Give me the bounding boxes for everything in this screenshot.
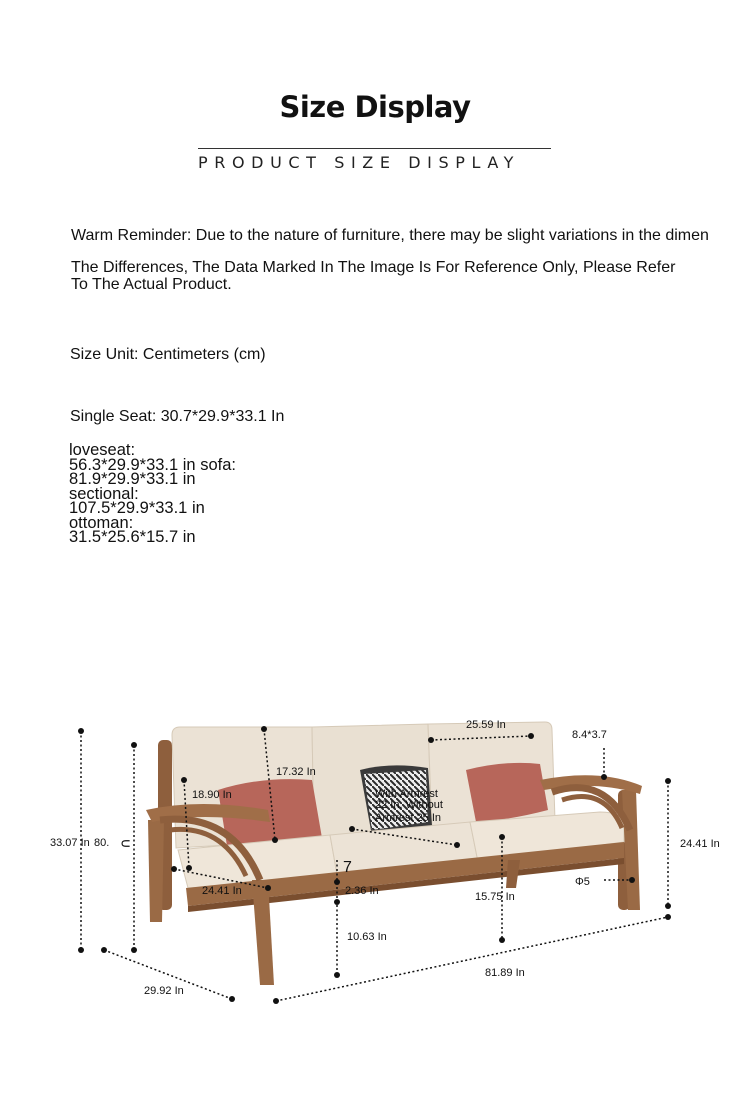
seat-height-label: 15.75 In <box>475 891 515 903</box>
size-list-item: 81.9*29.9*33.1 in <box>69 470 196 488</box>
product-size-list <box>69 443 236 545</box>
size-list-item: loveseat: <box>69 441 136 459</box>
seat-depth-label: 24.41 In <box>202 885 242 897</box>
armrest-note-line-1: With Armrest <box>375 788 438 800</box>
total-length-label: 81.89 In <box>485 967 525 979</box>
arm-height-label: 80. <box>94 837 110 849</box>
armrest-note-line-3: Armrest 25 In <box>375 812 442 824</box>
size-list-item: 56.3*29.9*33.1 in sofa: <box>69 455 236 474</box>
back-height-label: 17.32 In <box>276 766 316 778</box>
page-subtitle: PRODUCT SIZE DISPLAY <box>198 153 521 172</box>
cushion-thickness-label: 2.36 In <box>345 885 379 897</box>
pillow-height-label: 18.90 In <box>192 789 232 801</box>
reference-note-line-2: To The Actual Product. <box>71 276 232 293</box>
size-list-item: ottoman: <box>69 513 134 532</box>
size-list-item: 107.5*29.9*33.1 in <box>69 499 205 517</box>
overall-height-label: 33.07 In <box>50 837 90 849</box>
reference-note-line: The Differences, The Data Marked In The Image Is For Reference Only, Please Refer <box>71 259 676 276</box>
warm-reminder-line: Warm Reminder: Due to the nature of furniture, there may be slight variations in the dimen <box>71 227 709 244</box>
leg-diameter-label: Φ5 <box>575 876 590 888</box>
seven-glyph-label: 7 <box>343 859 352 876</box>
size-unit-text: Size Unit: Centimeters (cm) <box>70 346 266 363</box>
page-title: Size Display <box>279 90 471 124</box>
size-list-item: sectional: <box>69 484 139 503</box>
armrest-note-line-2: 22 In, Without <box>375 799 443 811</box>
backrest-width-label: 25.59 In <box>466 719 506 731</box>
title-divider <box>198 148 551 149</box>
cut-glyph-label: ∪ <box>118 838 135 849</box>
leg-height-label: 10.63 In <box>347 931 387 943</box>
total-depth-label: 29.92 In <box>144 985 184 997</box>
arm-size-label: 8.4*3.7 <box>572 729 607 741</box>
sofa-illustration <box>146 722 642 985</box>
sofa-diagram <box>0 690 750 1020</box>
single-seat-size: Single Seat: 30.7*29.9*33.1 In <box>70 408 285 425</box>
arm-height-right-label: 24.41 In <box>680 838 720 850</box>
size-list-item: 31.5*25.6*15.7 in <box>69 528 196 546</box>
